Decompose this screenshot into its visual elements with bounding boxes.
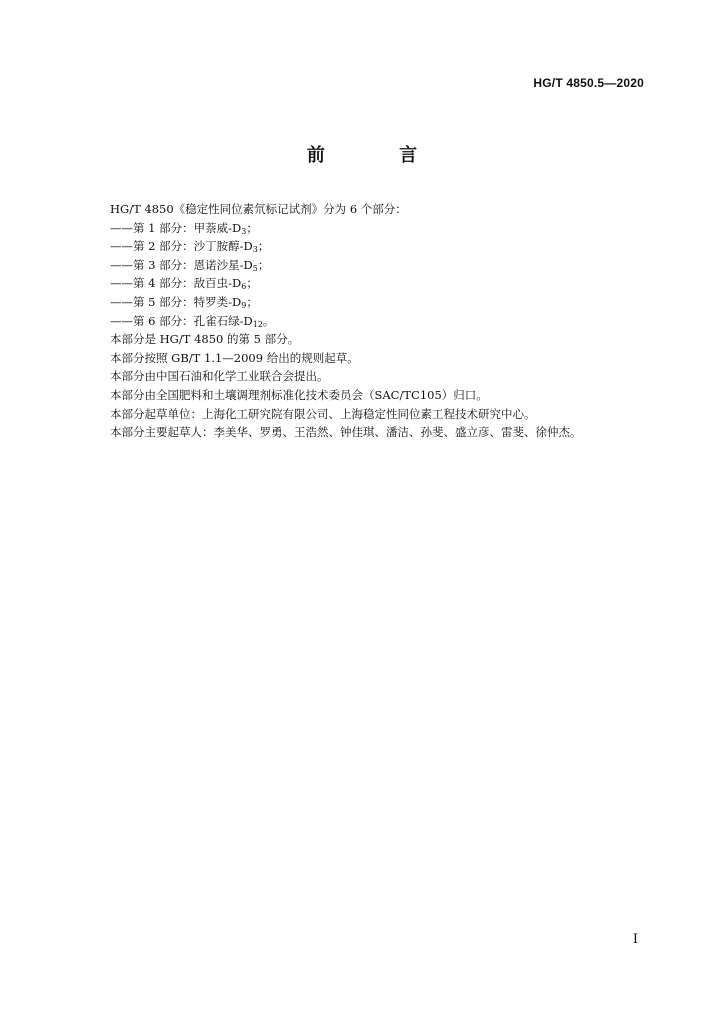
part-list-item: ——第 4 部分：敌百虫$-D_6$； <box>110 276 258 292</box>
document-body <box>110 200 650 442</box>
statement-line: 本部分由中国石油和化学工业联合会提出。 <box>110 369 329 384</box>
standard-code: HG/T 4850.5—2020 <box>533 76 644 90</box>
part-list-item: ——第 3 部分：恩诺沙星$-D_5$； <box>110 257 270 273</box>
statement-line: 本部分起草单位：上海化工研究院有限公司、上海稳定性同位素工程技术研究中心。 <box>110 406 536 421</box>
statement-line: 本部分由全国肥料和土壤调理剂标准化技术委员会（SAC/TC105）归口。 <box>110 387 488 402</box>
part-list-item: ——第 6 部分：孔雀石绿$-D_{12}$。 <box>110 313 275 329</box>
part-list-item: ——第 1 部分：甲萘威$-D_3$； <box>110 220 258 236</box>
page-title: 前 言 <box>306 145 452 166</box>
statement-line: 本部分是 HG/T 4850 的第 5 部分。 <box>110 332 300 347</box>
intro-line: HG/T 4850《稳定性同位素氘标记试剂》分为 6 个部分： <box>110 202 407 216</box>
part-list-item: ——第 2 部分：沙丁胺醇$-D_3$； <box>110 239 270 255</box>
part-list-item: ——第 5 部分：特罗类$-D_9$； <box>110 294 258 310</box>
statement-line: 本部分主要起草人：李美华、罗勇、王浩然、钟佳琪、潘洁、孙斐、盛立彦、雷斐、徐仲杰。 <box>110 425 582 440</box>
statement-line: 本部分按照 GB/T 1.1—2009 给出的规则起草。 <box>110 350 359 365</box>
page-number: I <box>632 932 638 947</box>
